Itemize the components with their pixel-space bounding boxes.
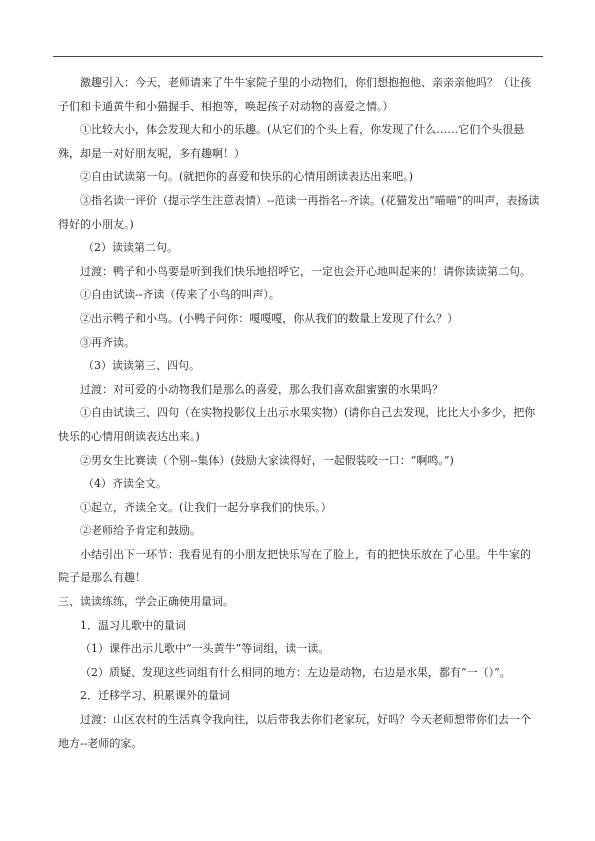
paragraph-summary: 小结引出下一环节：我看见有的小朋友把快乐写在了脸上，有的把快乐放在了心里。牛牛家的院子是那么有趣！: [58, 547, 531, 585]
section-heading-sentence-3-4: （3）读读第三、四句。: [83, 359, 200, 373]
paragraph-step-3-2: ②男女生比赛读（个别--集体）(鼓励大家读得好，一起假装咬一口：“啊鸣。”): [80, 453, 454, 467]
paragraph-intro: 激趣引入：今天，老师请来了牛牛家院子里的小动物们，你们想抱抱他、亲亲亲他吗？（让孩子们和卡通黄牛和小猫握手、相抱等，唤起孩子对动物的喜爱之情。）: [58, 76, 531, 113]
paragraph-step-2-2: ②出示鸭子和小鸟。(小鸭子问你：嘎嘎嘎，你从我们的数量上发现了什么？）: [80, 311, 459, 325]
document-body: [58, 71, 540, 755]
paragraph-step-2: ②自由试读第一句。(就把你的喜爱和快乐的心情用朗读表达出来吧。): [80, 170, 414, 184]
section-heading-sentence-2: （2）读读第二句。: [83, 241, 178, 255]
paragraph-step-2-3: ③再齐读。: [80, 335, 135, 349]
subheading-2: 2．迁移学习、积累课外的量词: [80, 689, 230, 703]
paragraph-transition-final: 过渡：山区农村的生活真令我向往，以后带我去你们老家玩，好吗？今天老师想带你们去一个地方--老师的家。: [58, 713, 531, 750]
paragraph-step-4-1: ①起立，齐读全文。(让我们一起分享我们的快乐。）: [80, 500, 332, 514]
header-rule: [53, 56, 543, 57]
paragraph-transition-3: 过渡：对可爱的小动物我们是那么的喜爱，那么我们喜欢甜蜜蜜的水果吗？: [80, 382, 443, 396]
paragraph-step-4-2: ②老师给予肯定和鼓励。: [80, 524, 201, 538]
paragraph-1-1: （1）课件出示儿歌中“一头黄牛”等词组，读一读。: [80, 642, 330, 656]
paragraph-transition-2: 过渡：鸭子和小鸟要是听到我们快乐地招呼它，一定也会开心地叫起来的！请你读读第二句。: [80, 264, 531, 278]
paragraph-step-3-1: ①自由试读三、四句（在实物投影仪上出示水果实物）(请你自己去发现，比比大小多少，把你快乐的心情用朗读表达出来。): [58, 406, 536, 443]
section-heading-full-text: （4）齐读全文。: [83, 477, 167, 491]
paragraph-step-2-1: ①自由试读--齐读（传来了小鸟的叫声）。: [80, 288, 280, 302]
subheading-1: 1．温习儿歌中的量词: [80, 618, 186, 632]
paragraph-step-3: ③指名读一评价（提示学生注意表情）--范读一再指名--齐读。(花猫发出“喵喵”的叫声，表扬读得好的小朋友。): [58, 193, 540, 231]
paragraph-step-1: ①比较大小，体会发现大和小的乐趣。(从它们的个头上看，你发现了什么……它们个头很悬殊，却是一对好朋友呢，多有趣啊！）: [58, 123, 525, 160]
paragraph-1-2: （2）质疑、发现这些词组有什么相同的地方：左边是动物，右边是水果，都有“一（）”。: [80, 665, 511, 679]
section-heading-part-3: 三、读读练练，学会正确使用量词。: [58, 595, 234, 609]
